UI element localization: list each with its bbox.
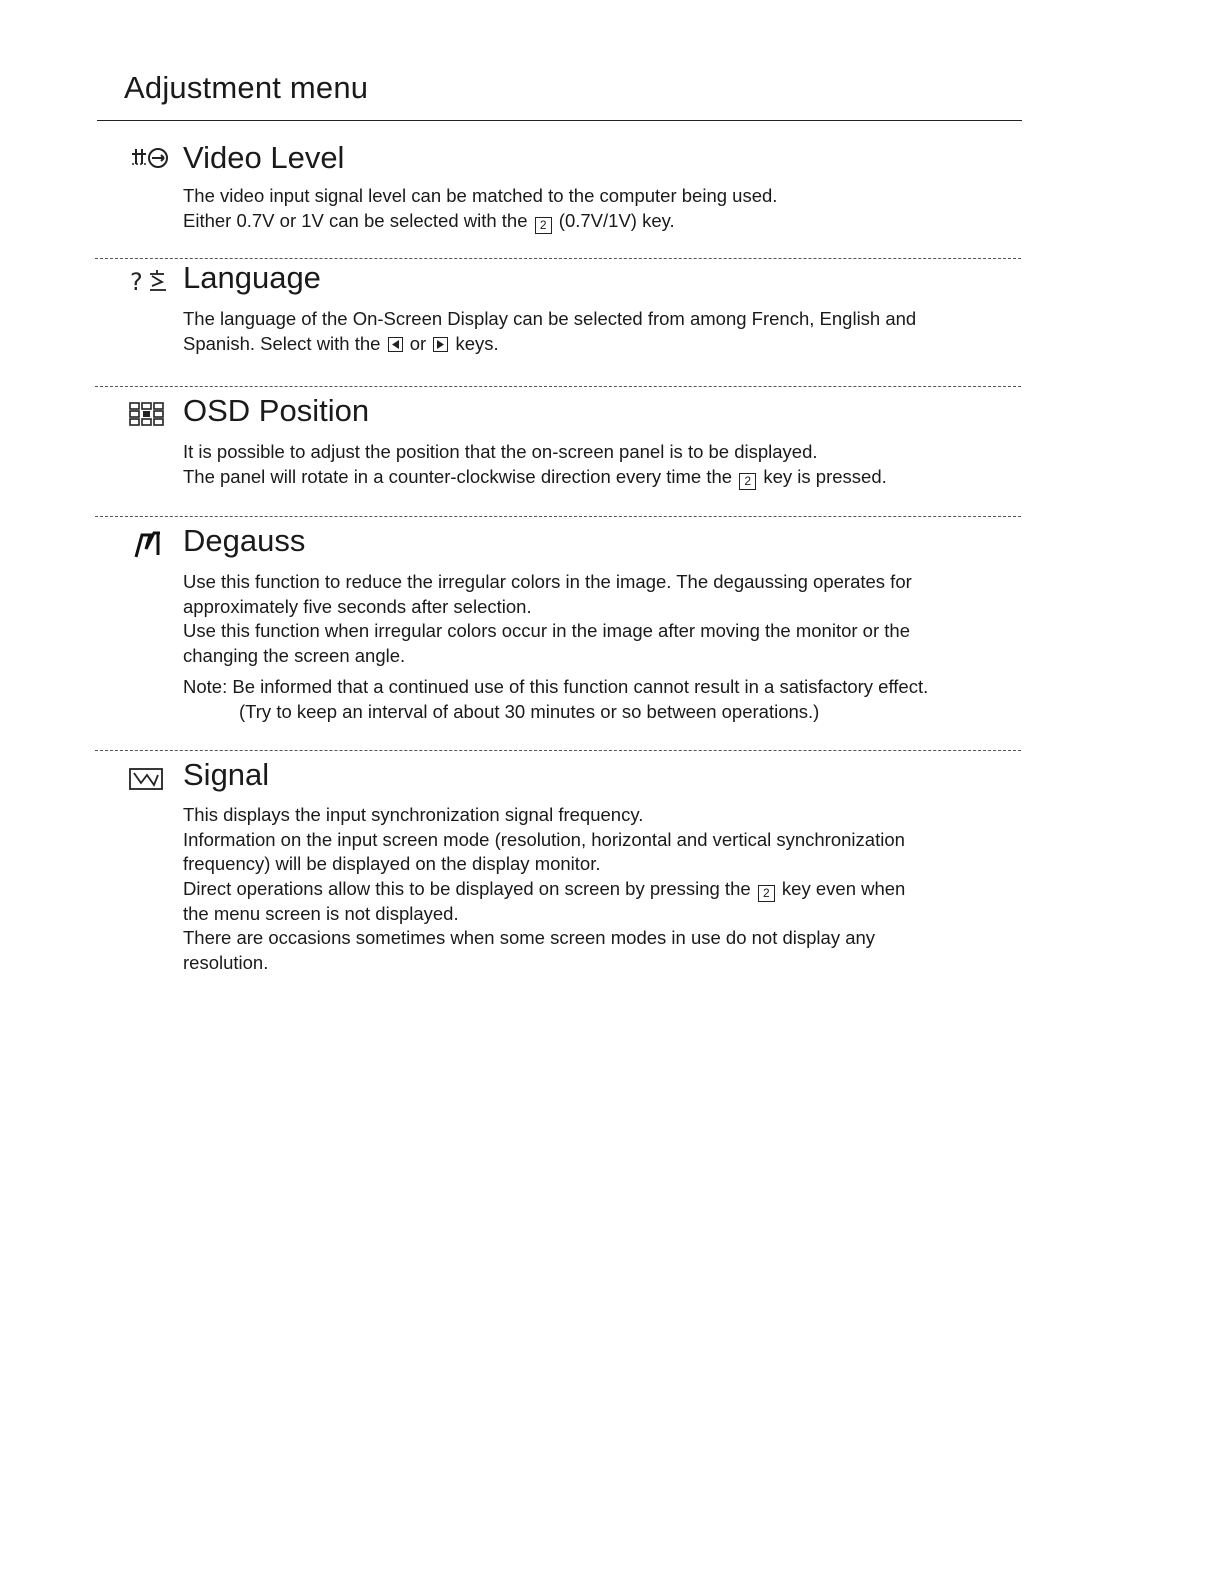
- body-line: approximately five seconds after selection.: [183, 595, 532, 617]
- svg-text:?: ?: [130, 268, 143, 296]
- body-line: The video input signal level can be matched to the computer being used.: [183, 185, 778, 206]
- osd-position-icon: [128, 397, 174, 429]
- language-icon: [128, 264, 174, 296]
- section-title: OSD Position: [183, 393, 370, 428]
- section-title: Video Level: [183, 140, 345, 175]
- body-line: There are occasions sometimes when some screen modes in use do not display any: [183, 927, 876, 948]
- section-title: Signal: [183, 757, 270, 792]
- body-line: Use this function when irregular colors occur in the image after moving the monitor or the: [183, 620, 910, 641]
- body-line: frequency) will be displayed on the display monitor.: [183, 853, 601, 874]
- body-line: changing the screen angle.: [183, 644, 406, 666]
- section-title: Degauss: [183, 523, 306, 558]
- left-arrow-key-icon: [388, 337, 403, 352]
- signal-icon: [128, 761, 174, 793]
- note: Note: Be informed that a continued use of this function cannot result in a satisfactory effect.: [183, 676, 929, 697]
- right-arrow-key-icon: [433, 337, 448, 352]
- key-2-icon: 2: [535, 217, 552, 234]
- video-level-icon: [128, 144, 174, 176]
- body-line: Information on the input screen mode (resolution, horizontal and vertical synchronization: [183, 828, 905, 850]
- body-line: Direct operations allow this to be displayed on screen by pressing the 2 key even when: [183, 877, 906, 900]
- section-title: Language: [183, 260, 321, 295]
- body-line: resolution.: [183, 951, 269, 973]
- page-title: Adjustment menu: [124, 70, 369, 105]
- body-line: Use this function to reduce the irregular colors in the image. The degaussing operates for: [183, 571, 912, 592]
- section-divider: [95, 258, 1021, 259]
- body-line: Either 0.7V or 1V can be selected with the 2 (0.7V/1V) key.: [183, 209, 675, 232]
- body-line: The panel will rotate in a counter-clockwise direction every time the 2 key is pressed.: [183, 465, 887, 488]
- body-line: This displays the input synchronization signal frequency.: [183, 804, 644, 825]
- key-2-icon: 2: [758, 885, 775, 902]
- title-rule: [97, 120, 1022, 121]
- section-divider: [95, 750, 1021, 751]
- section-body: [183, 570, 1013, 724]
- key-2-icon: 2: [739, 473, 756, 490]
- body-line: Spanish. Select with the or keys.: [183, 332, 499, 354]
- section-body: [183, 803, 1013, 975]
- section-body: [183, 184, 1013, 234]
- body-line: It is possible to adjust the position that the on-screen panel is to be displayed.: [183, 441, 818, 462]
- note-continuation: (Try to keep an interval of about 30 minutes or so between operations.): [239, 700, 820, 722]
- section-divider: [95, 386, 1021, 387]
- section-body: [183, 440, 1013, 490]
- body-line: the menu screen is not displayed.: [183, 902, 459, 924]
- section-body: [183, 307, 1013, 356]
- body-line: The language of the On-Screen Display can be selected from among French, English and: [183, 308, 917, 329]
- section-divider: [95, 516, 1021, 517]
- degauss-icon: [128, 527, 174, 559]
